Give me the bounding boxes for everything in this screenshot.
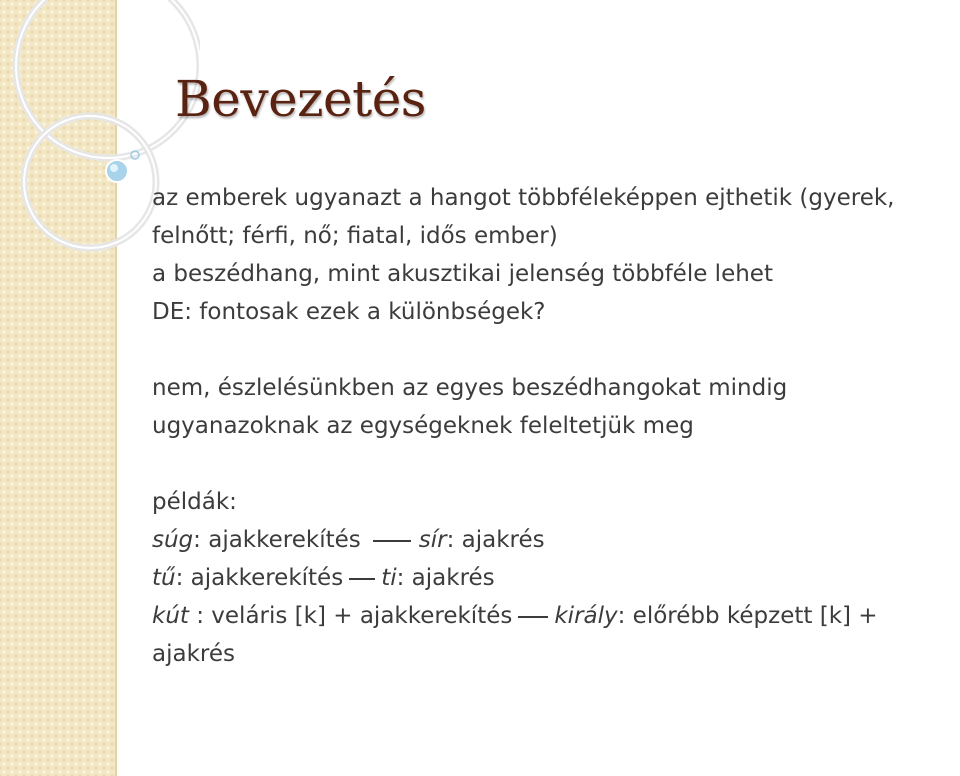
dash-separator xyxy=(518,616,548,618)
example-word: súg xyxy=(152,527,194,553)
example-description: : veláris [k] + ajakkerekítés xyxy=(188,603,513,629)
dash-separator xyxy=(349,578,375,580)
slide-body xyxy=(152,179,952,673)
example-word: ti xyxy=(381,565,397,591)
example-row xyxy=(152,559,952,597)
example-word: tű xyxy=(152,565,176,591)
example-row xyxy=(152,521,952,559)
example-description: : előrébb képzett [k] + xyxy=(617,603,878,629)
bullet-text: az emberek ugyanazt a hangot többféleképpen ejthetik (gyerek, xyxy=(152,185,895,211)
example-word: kút xyxy=(152,603,189,629)
dash-separator xyxy=(373,540,411,542)
example-word: király xyxy=(554,603,618,629)
example-description: : ajakkerekítés xyxy=(193,527,361,553)
example-row xyxy=(152,597,952,635)
bullet-text: ugyanazoknak az egységeknek feleltetjük meg xyxy=(152,413,694,439)
bullet-text: a beszédhang, mint akusztikai jelenség többféle lehet xyxy=(152,261,773,287)
bullet-text: felnőtt; férfi, nő; fiatal, idős ember) xyxy=(152,223,558,249)
example-word: sír xyxy=(418,527,447,553)
example-description: : ajakkerekítés xyxy=(175,565,344,591)
example-row-continuation: ajakrés xyxy=(152,641,235,667)
example-description: : ajakrés xyxy=(446,527,545,553)
slide-title: Bevezetés xyxy=(175,70,426,128)
bullet-text: nem, észlelésünkben az egyes beszédhangokat mindig xyxy=(152,375,788,401)
bullet-text: példák: xyxy=(152,489,237,515)
example-description: : ajakrés xyxy=(396,565,495,591)
bullet-text: DE: fontosak ezek a különbségek? xyxy=(152,299,546,325)
